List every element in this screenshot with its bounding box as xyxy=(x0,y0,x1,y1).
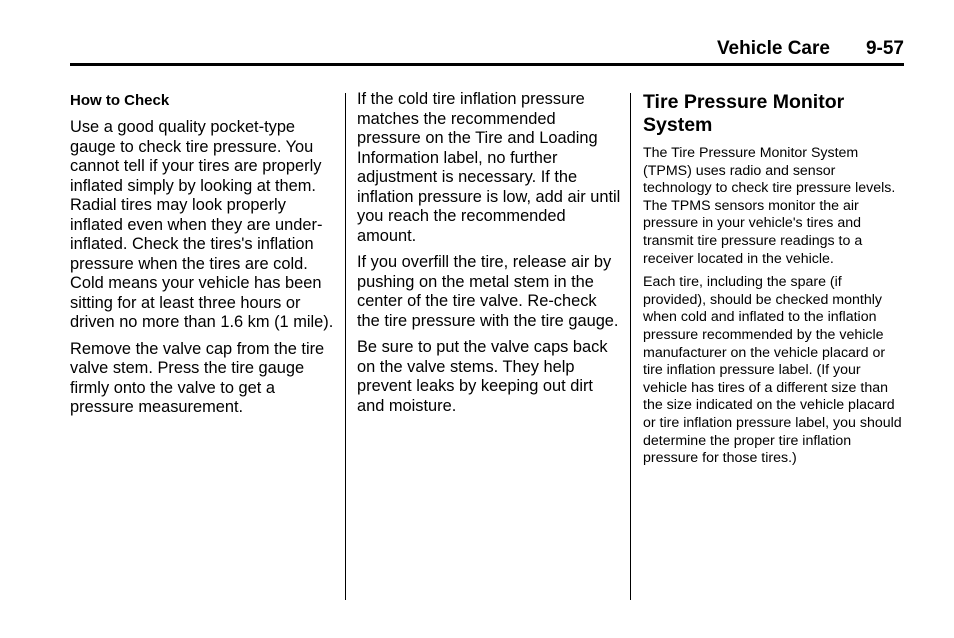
tpms-paragraph-2: Each tire, including the spare (if provided), should be checked monthly when cold and inflated to the inflation pressure recommended by the vehicle manufacturer on the vehicle placard or tire inflation pressure label. (If your vehicle has tires of a different size than the size indicated on the vehicle placard or tire inflation pressure label, you should determine the proper tire inflation pressure for those tires.) xyxy=(643,274,902,467)
how-to-check-heading: How to Check xyxy=(70,92,170,109)
inflation-paragraph-2: If you overfill the tire, release air by pushing on the metal stem in the center of the tire valve. Re-check the tire pressure with the tire gauge. xyxy=(357,253,619,330)
column-right xyxy=(643,90,905,474)
column-middle xyxy=(357,90,621,423)
tpms-paragraph-1: The Tire Pressure Monitor System (TPMS) uses radio and sensor technology to check tire pressure levels. The TPMS sensors monitor the air pressure in your vehicle's tires and transmit tire pressure readings to a receiver located in the vehicle. xyxy=(643,145,896,267)
header-rule xyxy=(70,63,904,66)
column-divider-1 xyxy=(345,93,346,600)
how-to-check-paragraph-1: Use a good quality pocket-type gauge to check tire pressure. You cannot tell if your tires are properly inflated simply by looking at them. Radial tires may look properly inflated even when they are under-inflated. Check the tires's inflation pressure when the tires are cold. Cold means your vehicle has been sitting for at least three hours or driven no more than 1.6 km (1 mile). xyxy=(70,118,334,331)
page-number: 9-57 xyxy=(865,38,904,59)
inflation-paragraph-3: Be sure to put the valve caps back on the valve stems. They help prevent leaks by keeping out dirt and moisture. xyxy=(357,338,608,415)
column-left xyxy=(70,90,336,425)
section-title: Vehicle Care xyxy=(716,38,830,59)
page-header xyxy=(70,38,904,62)
how-to-check-paragraph-2: Remove the valve cap from the tire valve stem. Press the tire gauge firmly onto the valve to get a pressure measurement. xyxy=(70,339,325,416)
column-divider-2 xyxy=(630,93,631,600)
inflation-paragraph-1: If the cold tire inflation pressure matches the recommended pressure on the Tire and Loading Information label, no further adjustment is necessary. If the inflation pressure is low, add air until you reach the recommended amount. xyxy=(357,90,621,245)
tpms-heading: Tire Pressure Monitor System xyxy=(643,91,845,136)
